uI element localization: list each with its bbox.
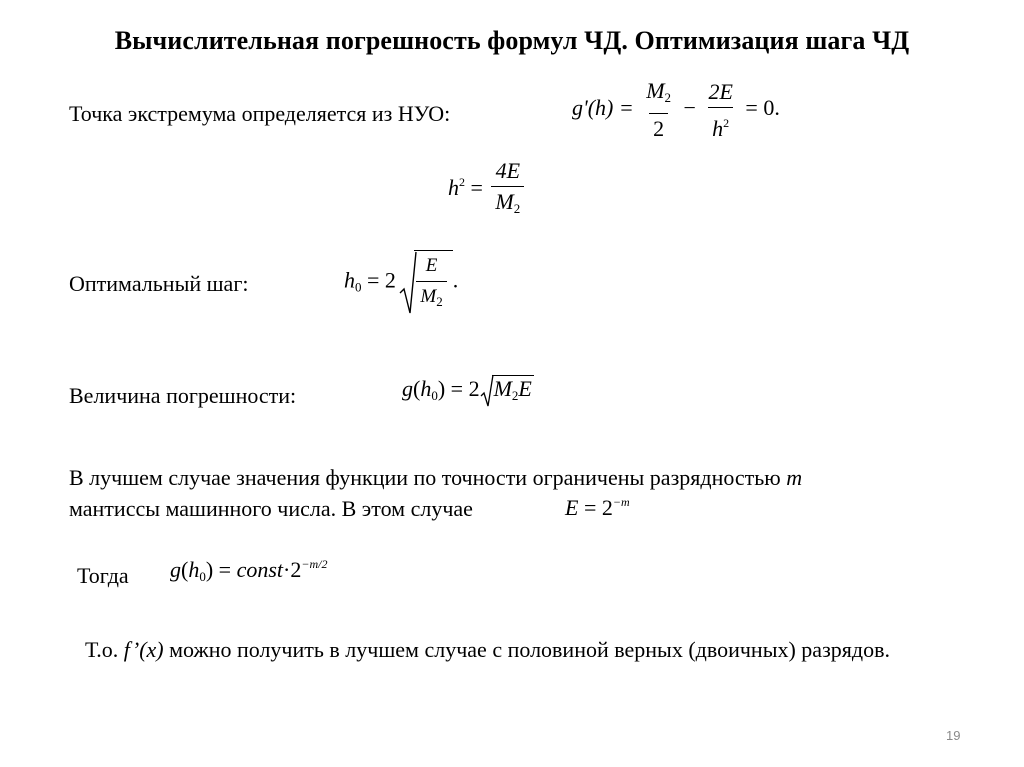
extremum-label: Точка экстремума определяется из НУО: [69, 101, 451, 126]
equation-final-error: $g(h_0)$ = $const\cdot 2^{-m/2}$ [170, 557, 328, 584]
eq1-minus: − [683, 95, 696, 121]
error-magnitude-label: Величина погрешности: [69, 383, 297, 408]
eq1-rhs: = 0. [745, 95, 780, 121]
equation-optimal-step: $h_0 = 2$ $\frac{E}{M_2}$ . [344, 250, 458, 315]
mantissa-m: m [786, 465, 803, 490]
eq1-fraction-1: $\frac{M_2}{2}$ [646, 78, 672, 141]
best-case-line-2: мантиссы машинного числа. В этом случае [69, 496, 473, 521]
conclusion-paragraph: Т.о. f’(x) можно получить в лучшем случае с половиной верных (двоичных) разрядов. [85, 637, 890, 662]
eq1-fraction-2: $\frac{2E}{h^2}$ [708, 78, 733, 141]
derivative-term: f’(x) [123, 637, 164, 662]
eq3-fraction: $\frac{E}{M_2}$ [416, 253, 446, 315]
best-case-line-1: В лучшем случае значения функции по точности ограничены разрядностью m [69, 465, 803, 490]
equation-derivative [572, 78, 780, 142]
eq2-fraction: $\frac{4E}{M_2}$ [491, 158, 524, 222]
slide-title: Вычислительная погрешность формул ЧД. Оптимизация шага ЧД [114, 26, 910, 55]
equation-e-value: $E = 2^{-m}$ [565, 495, 630, 520]
slide-number: 19 [946, 728, 961, 743]
equation-h-squared: $h^2$ = $\frac{4E}{M_2}$ [448, 158, 527, 222]
optimal-step-label: Оптимальный шаг: [69, 271, 249, 296]
equation-error-magnitude: $g(h_0) = 2$ $M_2E$ [402, 374, 534, 408]
eq1-lhs: g'(h) = [572, 95, 634, 121]
then-label: Тогда [77, 563, 129, 588]
best-case-paragraph [69, 462, 949, 524]
